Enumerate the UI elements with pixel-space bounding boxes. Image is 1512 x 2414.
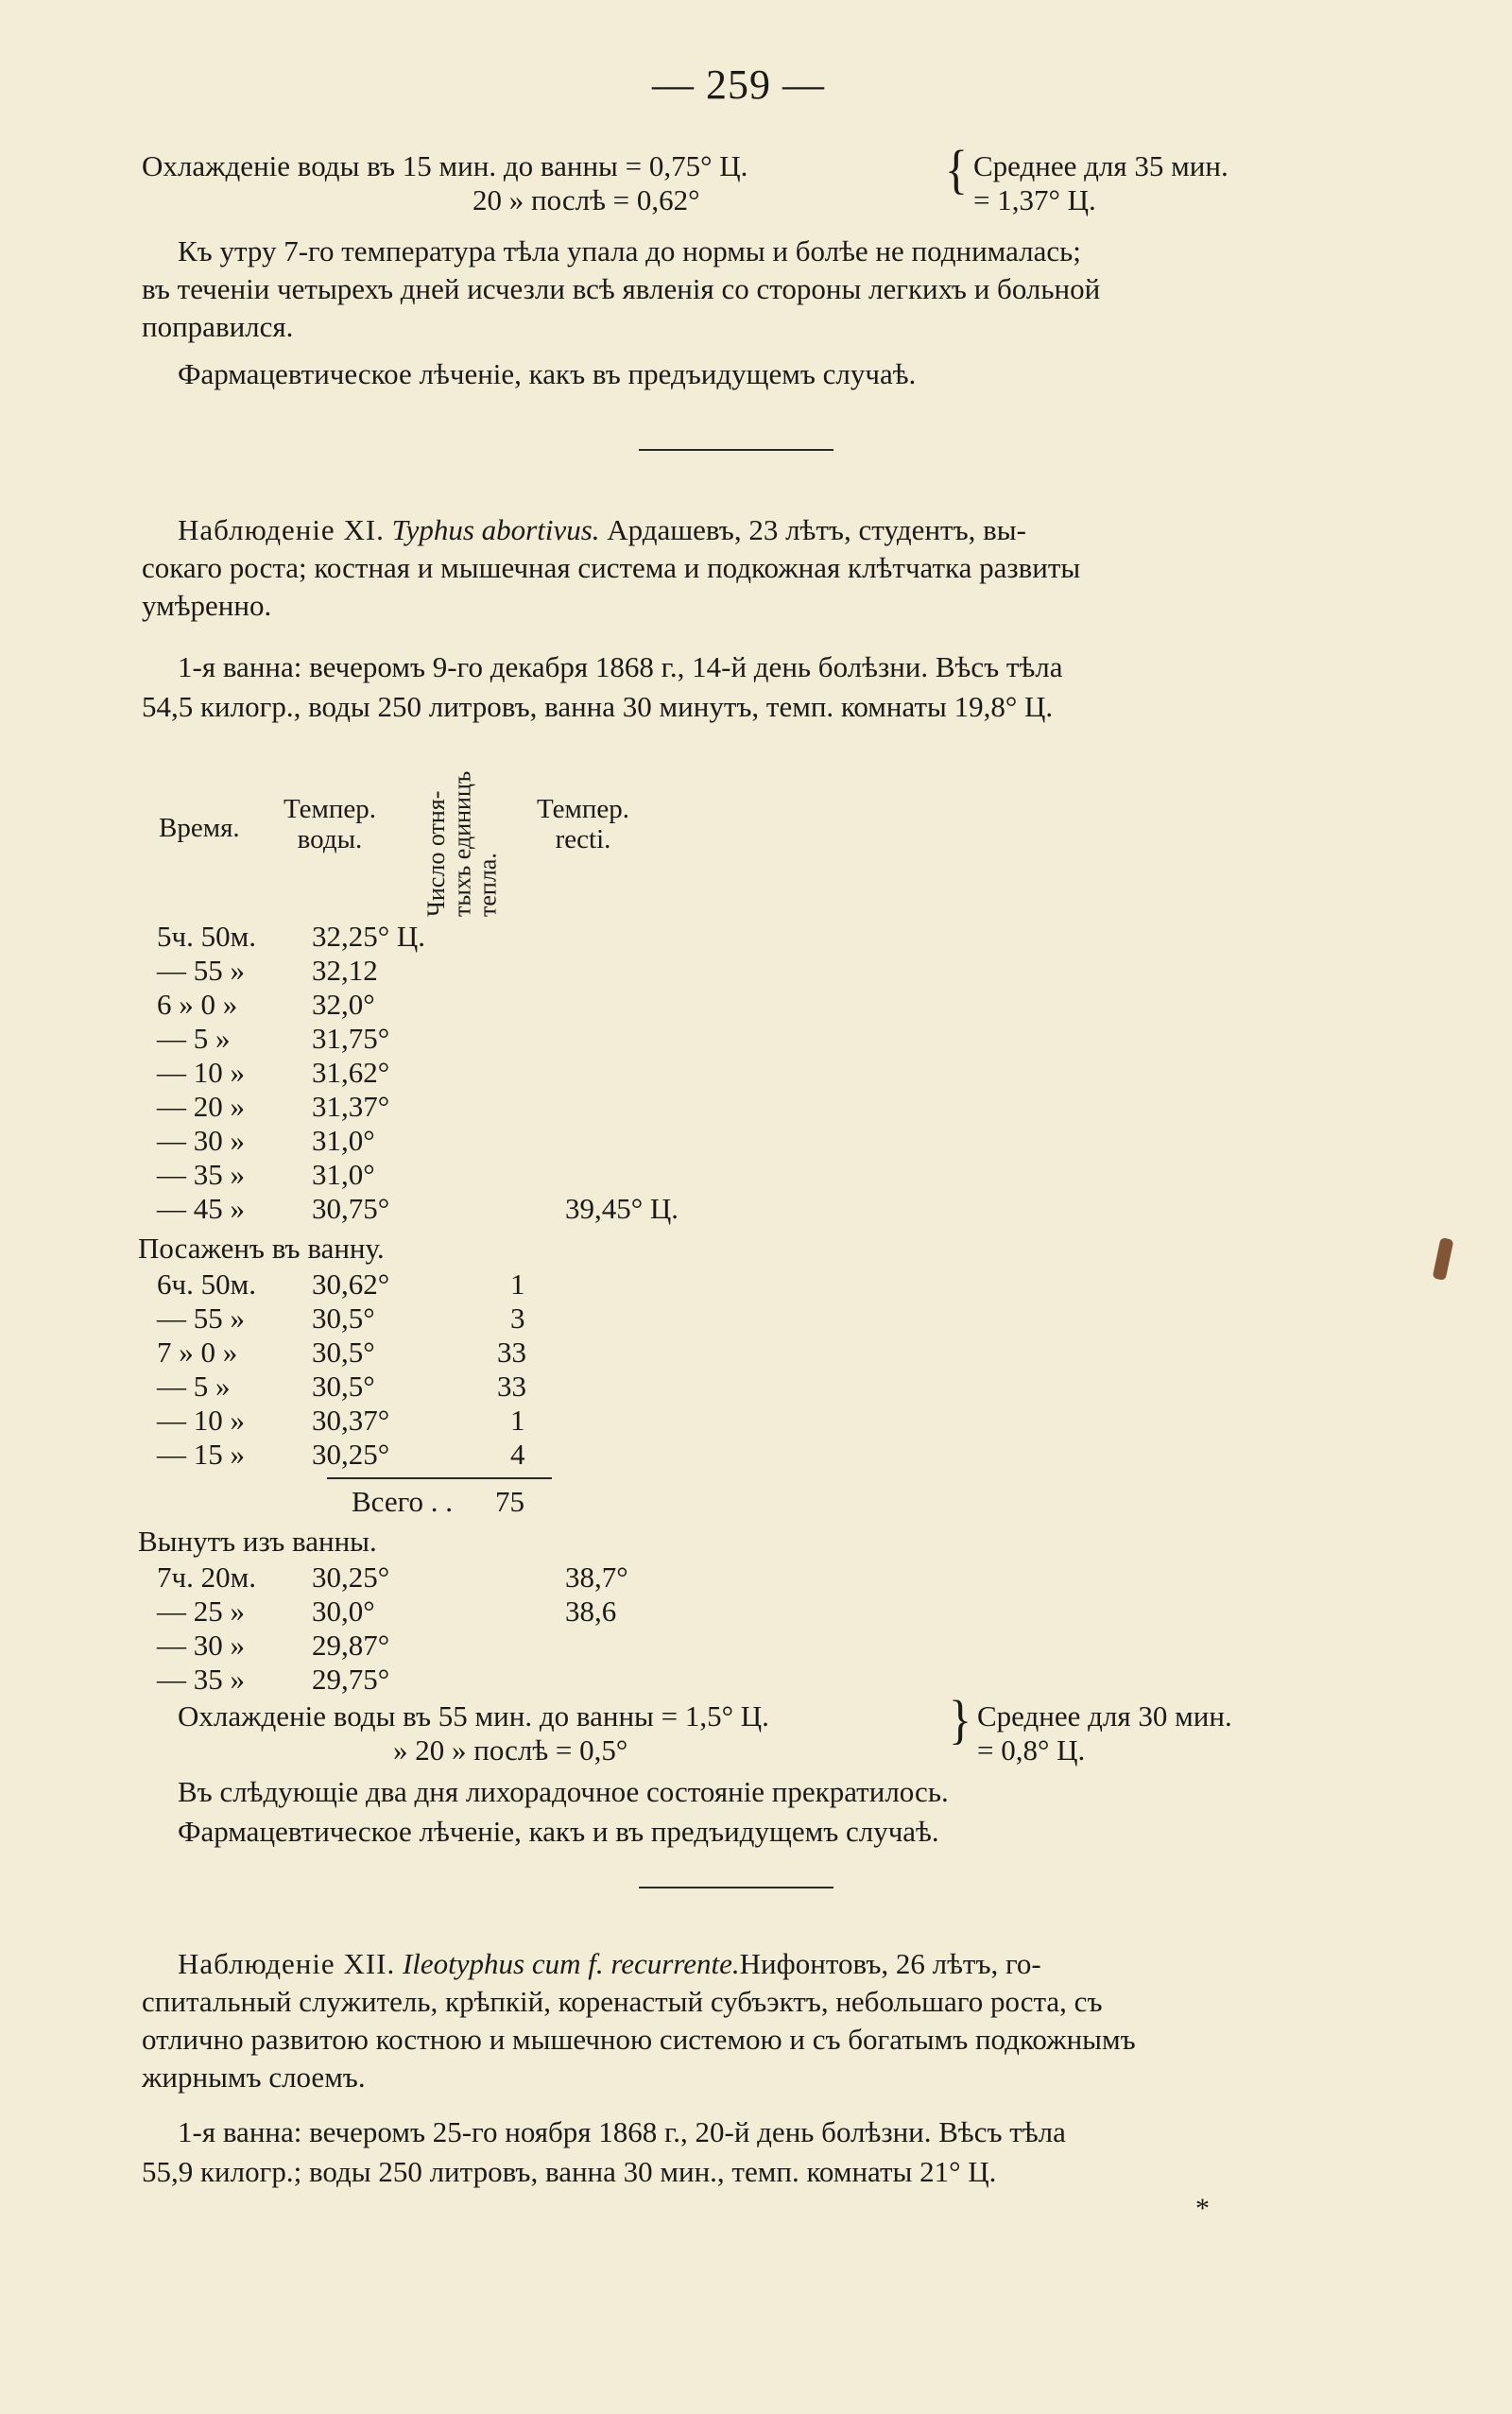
obs11-cooling-line-1: Охлажденіе воды въ 55 мин. до ванны = 1,5° Ц. xyxy=(178,1699,769,1733)
header-water-temp: Темпер. воды. xyxy=(284,794,376,854)
obs11-title: Наблюденіе XI. xyxy=(178,513,385,546)
obs12-heading xyxy=(178,1949,1041,1978)
obs12-intro-line-1: Нифонтовъ, 26 лѣтъ, го- xyxy=(739,1947,1041,1980)
top-cooling-line-2: 20 » послѣ = 0,62° xyxy=(472,183,700,216)
top-mean-line-1: Среднее для 35 мин. xyxy=(973,149,1228,182)
row-time: 6 » 0 » xyxy=(157,988,238,1021)
row-water: 30,75° xyxy=(312,1192,390,1225)
row-water: 30,62° xyxy=(312,1267,390,1301)
row-time: — 30 » xyxy=(157,1124,245,1157)
obs11-mean-line-2: = 0,8° Ц. xyxy=(977,1733,1086,1767)
row-units: 33 xyxy=(497,1370,526,1403)
row-time: — 55 » xyxy=(157,954,245,987)
total-rule xyxy=(327,1477,552,1479)
obs11-cooling-line-2: » 20 » послѣ = 0,5° xyxy=(393,1733,628,1767)
obs12-intro-line-3: отлично развитою костною и мышечною системою и съ богатымъ подкожнымъ xyxy=(142,2023,1136,2056)
row-units: 1 xyxy=(510,1404,525,1437)
row-units: 4 xyxy=(510,1438,525,1471)
row-time: — 20 » xyxy=(157,1090,245,1123)
page-number: — 259 — xyxy=(652,61,825,108)
row-water: 31,37° xyxy=(312,1090,390,1123)
row-time: — 10 » xyxy=(157,1056,245,1089)
row-time: 7ч. 20м. xyxy=(157,1560,256,1594)
top-cooling-line-1: Охлажденіе воды въ 15 мин. до ванны = 0,75° Ц. xyxy=(142,149,748,182)
obs12-bath-line-2: 55,9 килогр.; воды 250 литровъ, ванна 30 мин., темп. комнаты 21° Ц. xyxy=(142,2155,997,2188)
row-units: 3 xyxy=(510,1302,525,1335)
obs12-title: Наблюденіе XII. xyxy=(178,1947,396,1980)
row-water: 31,62° xyxy=(312,1056,390,1089)
brace: } xyxy=(949,1688,971,1750)
ink-stain xyxy=(1433,1237,1454,1281)
row-time: — 5 » xyxy=(157,1370,231,1403)
row-time: — 30 » xyxy=(157,1629,245,1662)
obs12-bath-line-1: 1-я ванна: вечеромъ 25-го ноября 1868 г., 20-й день болѣзни. Вѣсъ тѣла xyxy=(178,2115,1066,2148)
header-heat-units: Число отня- тыхъ единицъ тепла. xyxy=(422,770,502,917)
obs11-heading xyxy=(178,515,1026,544)
obs12-latin-diagnosis: Ileotyphus cum f. recurrente. xyxy=(402,1947,740,1980)
row-time: — 45 » xyxy=(157,1192,245,1225)
row-water: 30,5° xyxy=(312,1302,375,1335)
total-label: Всего . . xyxy=(352,1485,454,1518)
row-water: 29,87° xyxy=(312,1629,390,1662)
row-rectal: 38,6 xyxy=(565,1595,617,1628)
row-water: 30,37° xyxy=(312,1404,390,1437)
row-water: 30,5° xyxy=(312,1370,375,1403)
row-water: 32,12 xyxy=(312,954,378,987)
row-water: 30,25° xyxy=(312,1560,390,1594)
seated-in-bath-label: Посаженъ въ ванну. xyxy=(138,1232,385,1265)
row-water: 32,0° xyxy=(312,988,375,1021)
top-paragraph-line-3: поправился. xyxy=(142,310,294,343)
obs11-intro-line-1: Ардашевъ, 23 лѣтъ, студентъ, вы- xyxy=(607,513,1026,546)
row-time: — 35 » xyxy=(157,1158,245,1191)
row-time: 5ч. 50м. xyxy=(157,920,256,953)
obs11-after-line-1: Въ слѣдующіе два дня лихорадочное состояніе прекратилось. xyxy=(178,1775,949,1808)
obs11-bath-line-2: 54,5 килогр., воды 250 литровъ, ванна 30 минутъ, темп. комнаты 19,8° Ц. xyxy=(142,690,1054,723)
obs12-intro-line-2: спитальный служитель, крѣпкій, коренастый субъэктъ, небольшаго роста, съ xyxy=(142,1985,1103,2018)
obs11-intro-line-3: умѣренно. xyxy=(142,589,272,622)
top-paragraph-line-1: Къ утру 7-го температура тѣла упала до нормы и болѣе не поднималась; xyxy=(178,234,1081,267)
header-time: Время. xyxy=(159,813,240,843)
row-time: — 35 » xyxy=(157,1663,245,1696)
row-time: — 25 » xyxy=(157,1595,245,1628)
top-pharm-paragraph: Фармацевтическое лѣченіе, какъ въ предъидущемъ случаѣ. xyxy=(178,357,917,390)
row-units: 33 xyxy=(497,1336,526,1369)
removed-from-bath-label: Вынутъ изъ ванны. xyxy=(138,1525,377,1558)
row-rectal: 39,45° Ц. xyxy=(565,1192,679,1225)
row-rectal: 38,7° xyxy=(565,1560,628,1594)
row-water: 30,25° xyxy=(312,1438,390,1471)
row-time: — 5 » xyxy=(157,1022,231,1055)
row-water: 32,25° Ц. xyxy=(312,920,426,953)
obs12-intro-line-4: жирнымъ слоемъ. xyxy=(142,2061,366,2094)
row-time: — 15 » xyxy=(157,1438,245,1471)
row-water: 30,5° xyxy=(312,1336,375,1369)
footnote-mark: * xyxy=(1195,2193,1210,2224)
top-paragraph-line-2: въ теченіи четырехъ дней исчезли всѣ явленія со стороны легкихъ и больной xyxy=(142,272,1101,305)
top-mean-line-2: = 1,37° Ц. xyxy=(973,183,1096,216)
brace: { xyxy=(945,138,968,200)
row-time: — 55 » xyxy=(157,1302,245,1335)
row-time: 7 » 0 » xyxy=(157,1336,238,1369)
row-water: 31,75° xyxy=(312,1022,390,1055)
row-water: 29,75° xyxy=(312,1663,390,1696)
section-divider xyxy=(639,449,833,451)
row-water: 31,0° xyxy=(312,1158,375,1191)
obs11-after-line-2: Фармацевтическое лѣченіе, какъ и въ предъидущемъ случаѣ. xyxy=(178,1815,939,1848)
row-units: 1 xyxy=(510,1267,525,1301)
total-value: 75 xyxy=(495,1485,524,1518)
row-water: 31,0° xyxy=(312,1124,375,1157)
obs11-intro-line-2: сокаго роста; костная и мышечная система и подкожная клѣтчатка развиты xyxy=(142,551,1081,584)
section-divider xyxy=(639,1887,833,1888)
obs11-mean-line-1: Среднее для 30 мин. xyxy=(977,1699,1232,1733)
row-time: 6ч. 50м. xyxy=(157,1267,256,1301)
obs11-latin-diagnosis: Typhus abortivus. xyxy=(391,513,600,546)
header-rectal-temp: Темпер. recti. xyxy=(537,794,629,854)
obs11-bath-line-1: 1-я ванна: вечеромъ 9-го декабря 1868 г., 14-й день болѣзни. Вѣсъ тѣла xyxy=(178,650,1063,683)
row-water: 30,0° xyxy=(312,1595,375,1628)
row-time: — 10 » xyxy=(157,1404,245,1437)
